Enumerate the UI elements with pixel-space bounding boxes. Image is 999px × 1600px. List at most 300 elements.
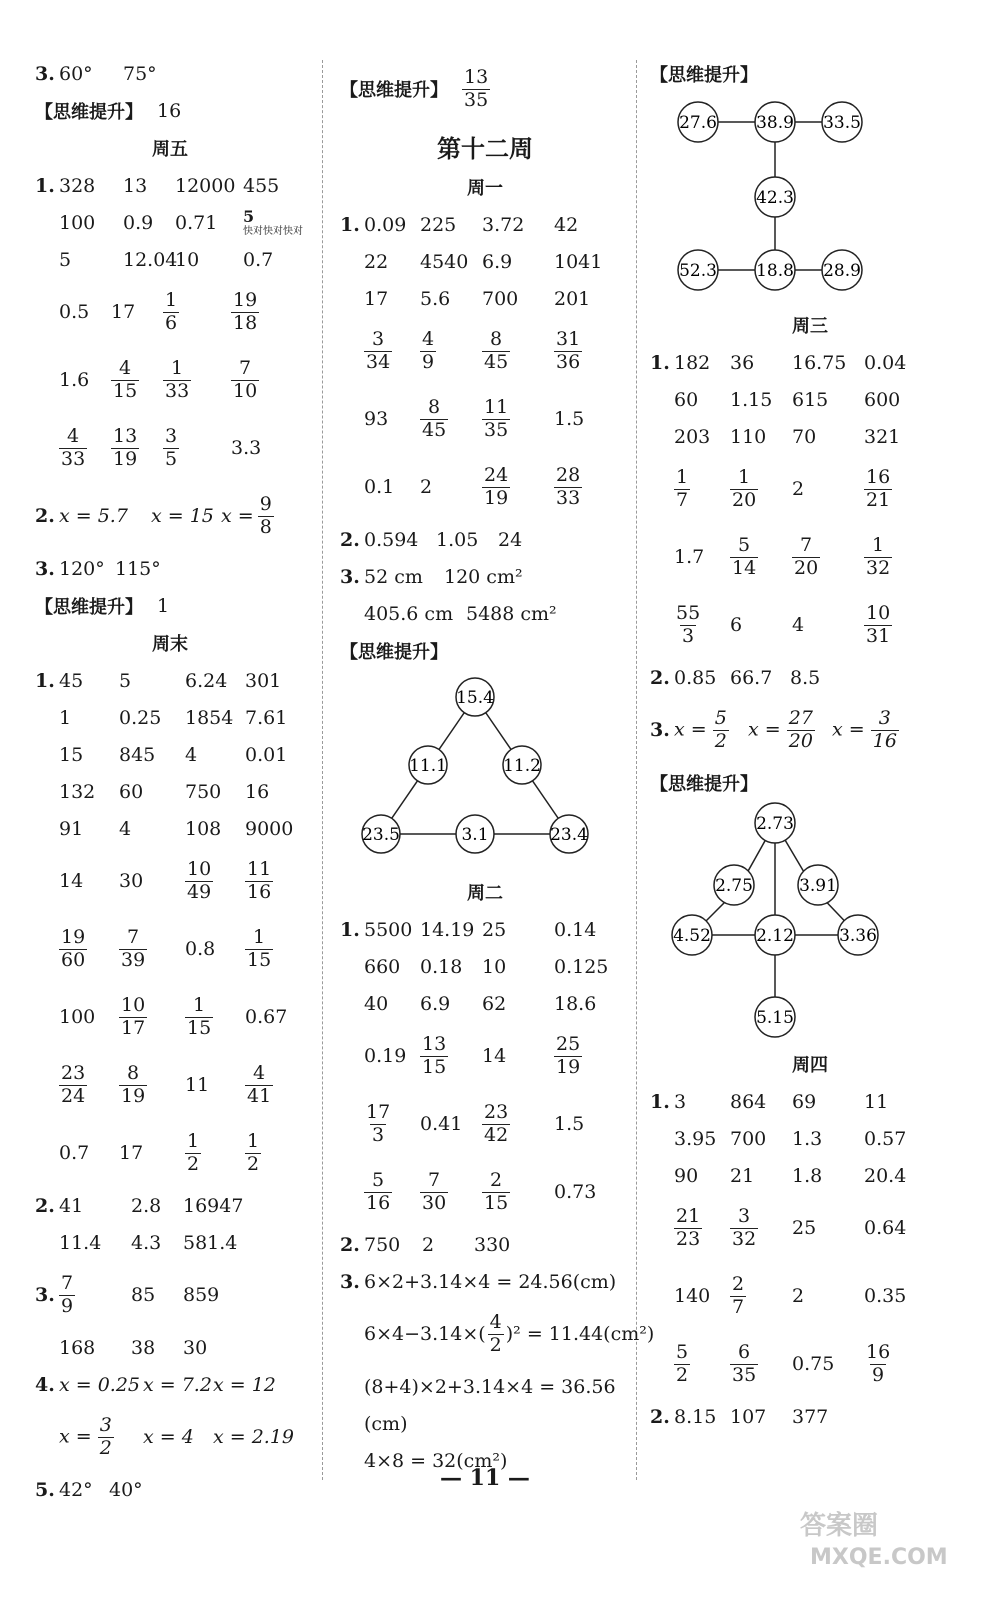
answer-row (35, 482, 305, 550)
answer-row (35, 847, 305, 915)
answer-value: 700 (482, 287, 519, 310)
fraction (364, 1102, 392, 1147)
answer-value: 110 (730, 425, 767, 448)
numerator: 1 (165, 288, 178, 311)
answer-row (340, 1405, 630, 1442)
fraction (730, 467, 758, 512)
numerator: 11 (247, 857, 272, 880)
answer-row (650, 344, 970, 381)
answer-value: 600 (864, 388, 901, 411)
fraction (111, 358, 139, 403)
fraction (488, 1312, 504, 1357)
answer-value: 201 (554, 287, 591, 310)
answer-row (650, 455, 970, 523)
numerator: 31 (556, 327, 581, 350)
node-value: 52.3 (679, 261, 717, 281)
answer-value: x = 2.19 (213, 1426, 295, 1448)
denominator: 35 (484, 418, 509, 441)
answer-row (650, 1194, 970, 1262)
day-heading: 周三 (792, 316, 828, 337)
answer-row (35, 773, 305, 810)
numerator: 13 (464, 65, 489, 88)
fraction (482, 1102, 510, 1147)
answer-row (35, 1224, 305, 1261)
answer-value: 2.8 (131, 1194, 162, 1217)
answer-value: 11 (864, 1090, 889, 1113)
circle-node (755, 102, 795, 142)
answer-value: 1.3 (792, 1127, 823, 1150)
answer-value: 0.35 (864, 1285, 907, 1307)
answer-value: 16 (157, 99, 182, 122)
answer-value: 1.6 (59, 369, 90, 391)
answer-row (35, 810, 305, 847)
answer-value: 10 (175, 248, 200, 271)
denominator: 21 (866, 488, 891, 511)
question-number: 2. (650, 666, 670, 689)
answer-row (340, 595, 630, 632)
column-3 (650, 55, 970, 1435)
answer-value: 120 cm² (444, 565, 523, 588)
answer-value: 140 (674, 1285, 711, 1307)
circle-node (822, 102, 862, 142)
numerator: 4 (119, 356, 132, 379)
answer-value: 1854 (185, 706, 234, 729)
numerator: 7 (800, 533, 813, 556)
numerator: 28 (556, 463, 581, 486)
question-number: 2. (340, 1233, 360, 1256)
answer-value: 182 (674, 351, 711, 374)
column-2 (340, 55, 655, 1479)
fraction (245, 1131, 261, 1176)
fraction (554, 329, 582, 374)
fraction (730, 535, 758, 580)
answer-prefix: x = (832, 718, 865, 740)
answer-value: 1.05 (436, 528, 479, 551)
node-value: 2.73 (756, 814, 794, 834)
answer-value: 0.25 (119, 706, 162, 729)
answer-value: 62 (482, 992, 507, 1015)
question-number: 2. (35, 505, 55, 527)
node-value: 27.6 (679, 113, 717, 133)
numerator: 5 (714, 706, 727, 729)
network-diagram (650, 801, 970, 1041)
answer-row (340, 1158, 630, 1226)
node-value: 38.9 (756, 113, 794, 133)
answer-value: x = 0.25 (59, 1373, 141, 1396)
answer-value: 6.24 (185, 669, 228, 692)
answer-value: 0.19 (364, 1045, 407, 1067)
answer-value: 5 (243, 207, 255, 227)
fraction (185, 859, 213, 904)
denominator: 10 (233, 379, 258, 402)
answer-row (650, 1398, 970, 1435)
answer-value: 330 (474, 1233, 511, 1256)
denominator: 16 (366, 1191, 391, 1214)
answer-row (650, 418, 970, 455)
section-label: 【思维提升】 (650, 773, 758, 795)
answer-row (35, 1119, 305, 1187)
answer-prefix: x = (748, 718, 781, 740)
answer-row (340, 453, 630, 521)
denominator: 2 (676, 1363, 689, 1386)
question-number: 3. (340, 565, 360, 588)
answer-value: 20.4 (864, 1164, 907, 1187)
numerator: 23 (61, 1061, 86, 1084)
denominator: 32 (732, 1227, 757, 1250)
answer-value: x = 5.7 (59, 505, 128, 527)
answer-value: 5500 (364, 918, 413, 941)
answer-row (650, 1120, 970, 1157)
answer-row (340, 243, 630, 280)
column-divider-2 (636, 60, 637, 1480)
answer-value: 40 (364, 992, 389, 1015)
answer-value: 8.15 (674, 1405, 717, 1428)
denominator: 16 (872, 729, 897, 752)
answer-value: 4.3 (131, 1231, 162, 1254)
numerator: 21 (676, 1204, 701, 1227)
fraction (674, 603, 702, 648)
fraction (871, 708, 899, 753)
denominator: 19 (484, 486, 509, 509)
answer-row (650, 1157, 970, 1194)
network-diagram (650, 92, 970, 302)
question-number: 3. (340, 1270, 360, 1293)
fraction (420, 329, 436, 374)
answer-value: 70 (792, 425, 817, 448)
numerator: 17 (366, 1100, 391, 1123)
fraction (245, 927, 273, 972)
question-number: 1. (340, 213, 360, 236)
answer-value: 4 (792, 614, 805, 636)
answer-value: 1 (157, 594, 170, 617)
numerator: 8 (428, 395, 441, 418)
numerator: 3 (878, 706, 891, 729)
answer-value: 16 (245, 780, 270, 803)
answer-value: 41 (59, 1194, 84, 1217)
numerator: 55 (676, 601, 701, 624)
answer-row (340, 206, 630, 243)
fraction (258, 494, 274, 539)
answer-value: 1041 (554, 250, 603, 273)
numerator: 6 (738, 1340, 751, 1363)
answer-row (35, 167, 305, 204)
denominator: 14 (732, 556, 757, 579)
day-heading: 周四 (792, 1055, 828, 1076)
denominator: 34 (366, 350, 391, 373)
answer-row (35, 983, 305, 1051)
answer-equation: 4×8 = 32(cm²) (364, 1449, 508, 1472)
denominator: 19 (556, 1055, 581, 1078)
answer-row (340, 280, 630, 317)
fraction (482, 397, 510, 442)
numerator: 8 (127, 1061, 140, 1084)
answer-value: 12000 (175, 174, 236, 197)
column-1 (35, 55, 305, 1508)
fraction (245, 859, 273, 904)
answer-row (340, 317, 630, 385)
answer-value: 17 (364, 287, 389, 310)
node-value: 23.5 (362, 825, 400, 845)
fraction (59, 1063, 87, 1108)
question-number: 1. (35, 174, 55, 197)
answer-value: 17 (119, 1142, 144, 1164)
day-heading: 周末 (152, 634, 188, 655)
denominator: 17 (121, 1016, 146, 1039)
denominator: 2 (99, 1436, 112, 1459)
stamp-mark (243, 208, 315, 237)
denominator: 20 (732, 488, 757, 511)
answer-row (35, 204, 305, 241)
denominator: 23 (676, 1227, 701, 1250)
answer-value: 15 (59, 743, 84, 766)
denominator: 15 (187, 1016, 212, 1039)
thinking-section (340, 632, 630, 669)
fraction (554, 465, 582, 510)
circle-node (362, 815, 400, 853)
denominator: 15 (247, 948, 272, 971)
fraction (482, 465, 510, 510)
node-value: 18.8 (756, 261, 794, 281)
thinking-section (35, 92, 305, 129)
denominator: 33 (556, 486, 581, 509)
answer-value: 24 (498, 528, 523, 551)
answer-prefix: x = (59, 1425, 92, 1447)
numerator: 27 (788, 706, 813, 729)
answer-value: 66.7 (730, 666, 773, 689)
answer-value: 38 (131, 1336, 156, 1359)
answer-value: 12.04 (123, 248, 178, 271)
numerator: 3 (738, 1204, 751, 1227)
denominator: 19 (113, 447, 138, 470)
answer-value: 5 (59, 248, 72, 271)
numerator: 16 (866, 465, 891, 488)
answer-value: 8.5 (790, 666, 821, 689)
fraction (231, 358, 259, 403)
denominator: 41 (247, 1084, 272, 1107)
denominator: 31 (866, 624, 891, 647)
node-value: 23.4 (550, 825, 588, 845)
numerator: 13 (422, 1032, 447, 1055)
answer-row (35, 1403, 305, 1471)
answer-value: 100 (59, 1006, 96, 1028)
answer-value: 120° (59, 557, 105, 580)
answer-row (650, 1330, 970, 1398)
answer-value: 14 (482, 1045, 507, 1067)
denominator: 5 (165, 447, 178, 470)
answer-row (35, 241, 305, 278)
numerator: 24 (484, 463, 509, 486)
circle-node (714, 865, 754, 905)
answer-prefix: x = (221, 505, 254, 527)
numerator: 7 (61, 1271, 74, 1294)
answer-value: 30 (183, 1336, 208, 1359)
circle-node (678, 250, 718, 290)
numerator: 2 (732, 1272, 745, 1295)
answer-value: 455 (243, 174, 280, 197)
fraction (462, 67, 490, 112)
answer-row (340, 948, 630, 985)
node-value: 3.91 (799, 876, 837, 896)
answer-value: 115° (115, 557, 161, 580)
answer-value: 42° (59, 1478, 93, 1501)
node-value: 42.3 (756, 188, 794, 208)
denominator: 39 (121, 948, 146, 971)
numerator: 2 (490, 1168, 503, 1191)
answer-value: 0.09 (364, 213, 407, 236)
section-label: 【思维提升】 (340, 641, 448, 663)
answer-value: 203 (674, 425, 711, 448)
node-value: 4.52 (673, 926, 711, 946)
fraction (231, 290, 259, 335)
fraction (864, 535, 892, 580)
fraction (792, 535, 820, 580)
answer-value: 22 (364, 250, 389, 273)
numerator: 5 (738, 533, 751, 556)
denominator: 9 (422, 350, 435, 373)
denominator: 15 (422, 1055, 447, 1078)
answer-row (340, 385, 630, 453)
answer-row (35, 55, 305, 92)
answer-value: 405.6 cm (364, 602, 454, 625)
denominator: 24 (61, 1084, 86, 1107)
answer-value: 10 (482, 955, 507, 978)
numerator: 7 (239, 356, 252, 379)
answer-value: 0.9 (123, 211, 154, 234)
circle-node (503, 746, 541, 784)
denominator: 35 (732, 1363, 757, 1386)
fraction (713, 708, 729, 753)
fraction (482, 329, 510, 374)
day-heading: 周五 (152, 139, 188, 160)
denominator: 9 (872, 1363, 885, 1386)
answer-value: 845 (119, 743, 156, 766)
answer-value: 0.67 (245, 1006, 288, 1028)
numerator: 4 (489, 1310, 502, 1333)
answer-value: x = 15 (151, 505, 214, 527)
answer-row (340, 1263, 630, 1300)
answer-row (35, 346, 305, 414)
numerator: 19 (233, 288, 258, 311)
circle-node (456, 815, 494, 853)
denominator: 45 (484, 350, 509, 373)
answer-row (35, 1366, 305, 1403)
denominator: 35 (464, 88, 489, 111)
fraction (364, 329, 392, 374)
circle-node (456, 678, 494, 716)
numerator: 1 (247, 1129, 260, 1152)
answer-row (35, 662, 305, 699)
answer-equation: 6×2+3.14×4 = 24.56(cm) (364, 1270, 617, 1293)
fraction (98, 1415, 114, 1460)
answer-value: 1.8 (792, 1164, 823, 1187)
question-number: 4. (35, 1373, 55, 1396)
answer-row (35, 1471, 305, 1508)
denominator: 9 (61, 1294, 74, 1317)
numerator: 4 (67, 424, 80, 447)
fraction (59, 927, 87, 972)
answer-value: 6.9 (420, 992, 451, 1015)
fraction (420, 397, 448, 442)
answer-value: 85 (131, 1284, 156, 1306)
answer-row (340, 1368, 630, 1405)
fraction (119, 1063, 147, 1108)
denominator: 42 (484, 1123, 509, 1146)
circle-node (550, 815, 588, 853)
question-number: 1. (340, 918, 360, 941)
fraction (730, 1274, 746, 1319)
question-number: 3. (650, 719, 670, 741)
answer-value: 40° (109, 1478, 143, 1501)
node-value: 11.2 (503, 756, 541, 776)
denominator: 15 (113, 379, 138, 402)
answer-value: 377 (792, 1405, 829, 1428)
numerator: 10 (121, 993, 146, 1016)
numerator: 1 (872, 533, 885, 556)
numerator: 1 (187, 1129, 200, 1152)
answer-value: 90 (674, 1164, 699, 1187)
node-value: 15.4 (456, 688, 494, 708)
answer-row (650, 591, 970, 659)
answer-value: 14.19 (420, 918, 475, 941)
answer-value: 225 (420, 213, 457, 236)
answer-value: 108 (185, 817, 222, 840)
answer-value: 11 (185, 1074, 210, 1096)
answer-value: 4 (185, 743, 198, 766)
answer-value: 2 (420, 476, 433, 498)
numerator: 10 (187, 857, 212, 880)
fraction (245, 1063, 273, 1108)
answer-value: 750 (364, 1233, 401, 1256)
fraction (864, 1342, 892, 1387)
thinking-section (650, 55, 970, 92)
denominator: 33 (61, 447, 86, 470)
fraction (119, 927, 147, 972)
answer-value: 75° (123, 62, 157, 85)
denominator: 30 (422, 1191, 447, 1214)
answer-equation: 6×4−3.14×( (364, 1323, 486, 1345)
answer-row (340, 521, 630, 558)
answer-value: 1.5 (554, 1113, 585, 1135)
node-value: 2.12 (756, 926, 794, 946)
answer-value: 36 (730, 351, 755, 374)
day-heading: 周二 (467, 883, 503, 904)
answer-value: 3.72 (482, 213, 525, 236)
denominator: 7 (676, 488, 689, 511)
answer-value: 25 (792, 1217, 817, 1239)
answer-value: 21 (730, 1164, 755, 1187)
numerator: 5 (676, 1340, 689, 1363)
fraction (482, 1170, 510, 1215)
numerator: 11 (484, 395, 509, 418)
answer-row (340, 1300, 655, 1368)
answer-value: 1.7 (674, 546, 705, 568)
fraction (420, 1034, 448, 1079)
fraction (364, 1170, 392, 1215)
thinking-section (35, 587, 305, 624)
answer-value: 2 (792, 1285, 805, 1307)
answer-value: 660 (364, 955, 401, 978)
node-value: 33.5 (823, 113, 861, 133)
circle-node (798, 865, 838, 905)
answer-value: 2 (792, 478, 805, 500)
answer-value: 69 (792, 1090, 817, 1113)
fraction (111, 426, 139, 471)
answer-value: 864 (730, 1090, 767, 1113)
answer-row (340, 1022, 630, 1090)
answer-value: 60° (59, 62, 93, 85)
node-value: 5.15 (756, 1008, 794, 1028)
question-number: 3. (35, 62, 55, 85)
